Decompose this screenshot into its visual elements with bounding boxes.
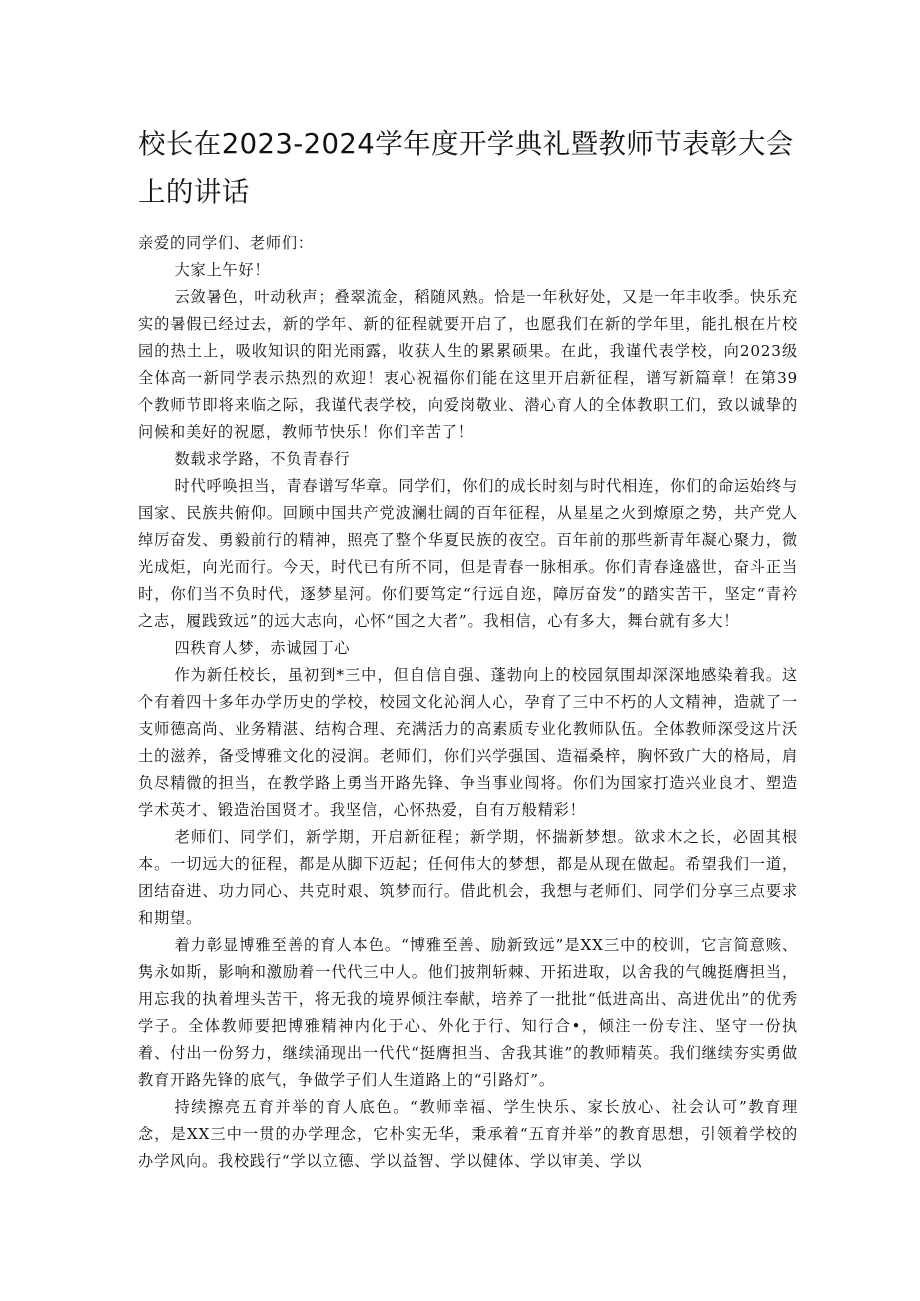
paragraph: 数载求学路，不负青春行 xyxy=(174,450,351,468)
paragraph: 亲爱的同学们、老师们： xyxy=(138,234,314,252)
paragraph: 作为新任校长，虽初到*三中，但自信自强、蓬勃向上的校园氛围却深深地感染着我。这个有着四十多年办学历史的学校，校园文化沁润人心，孕育了三中不朽的人文精神，造就了一支师德高尚、业务精湛、结构合理、充满活力的高素质专业化教师队伍。全体教师深受这片沃土的滋养，备受博雅文化的浸润。老师们，你们兴学强国、造福桑梓，胸怀致广大的格局，肩负尽精微的担当，在教学路上勇当开路先锋、争当事业闯将。你们为国家打造兴业良才、塑造学术英才、锻造治国贤才。我坚信，心怀热爱，自有万般精彩！ xyxy=(138,666,798,819)
paragraph: 大家上午好！ xyxy=(174,261,271,279)
document-body xyxy=(138,230,798,1175)
document-page xyxy=(138,120,798,1175)
paragraph: 云敛暑色，叶动秋声；叠翠流金，稻随风熟。恰是一年秋好处，又是一年丰收季。快乐充实的暑假已经过去，新的学年、新的征程就要开启了，也愿我们在新的学年里，能扎根在片校园的热土上，吸收知识的阳光雨露，收获人生的累累硕果。在此，我谨代表学校，向2023级全体高一新同学表示热烈的欢迎！衷心祝福你们能在这里开启新征程，谱写新篇章！在第39个教师节即将来临之际，我谨代表学校，向爱岗敬业、潜心育人的全体教职工们，致以诚挚的问候和美好的祝愿，教师节快乐！你们辛苦了！ xyxy=(138,288,798,441)
paragraph: 持续擦亮五育并举的育人底色。“教师幸福、学生快乐、家长放心、社会认可”教育理念，是XX三中一贯的办学理念，它朴实无华，秉承着“五育并举”的教育思想，引领着学校的办学风向。我校践行“学以立德、学以益智、学以健体、学以审美、学以 xyxy=(138,1098,798,1170)
paragraph: 四秩育人梦，赤诚园丁心 xyxy=(174,639,351,657)
document-title: 校长在2023-2024学年度开学典礼暨教师节表彰大会上的讲话 xyxy=(138,128,794,208)
paragraph: 时代呼唤担当，青春谱写华章。同学们，你们的成长时刻与时代相连，你们的命运始终与国家、民族共俯仰。回顾中国共产党波澜壮阔的百年征程，从星星之火到燎原之势，共产党人绰厉奋发、勇毅前行的精神，照亮了整个华夏民族的夜空。百年前的那些新青年凝心聚力，微光成炬，向光而行。今天，时代已有所不同，但是青春一脉相承。你们青春逢盛世，奋斗正当时，你们当不负时代，逐梦星河。你们要笃定“行远自迩，障厉奋发”的踏实苦干，坚定“青衿之志，履践致远”的远大志向，心怀“国之大者”。我相信，心有多大，舞台就有多大！ xyxy=(138,477,798,630)
paragraph: 着力彰显博雅至善的育人本色。“博雅至善、励新致远”是XX三中的校训，它言简意赅、隽永如斯，影响和激励着一代代三中人。他们披荆斩棘、开拓进取，以舍我的气魄挺膺担当，用忘我的执着埋头苦干，将无我的境界倾注奉献，培养了一批批“低进高出、高进优出”的优秀学子。全体教师要把博雅精神内化于心、外化于行、知行合•，倾注一份专注、坚守一份执着、付出一份努力，继续涌现出一代代“挺膺担当、舍我其谁”的教师精英。我们继续夯实勇做教育开路先锋的底气，争做学子们人生道路上的“引路灯”。 xyxy=(138,936,798,1089)
paragraph: 老师们、同学们，新学期，开启新征程；新学期，怀揣新梦想。欲求木之长，必固其根本。一切远大的征程，都是从脚下迈起；任何伟大的梦想，都是从现在做起。希望我们一道，团结奋进、功力同心、共克时艰、筑梦而行。借此机会，我想与老师们、同学们分享三点要求和期望。 xyxy=(138,828,798,927)
